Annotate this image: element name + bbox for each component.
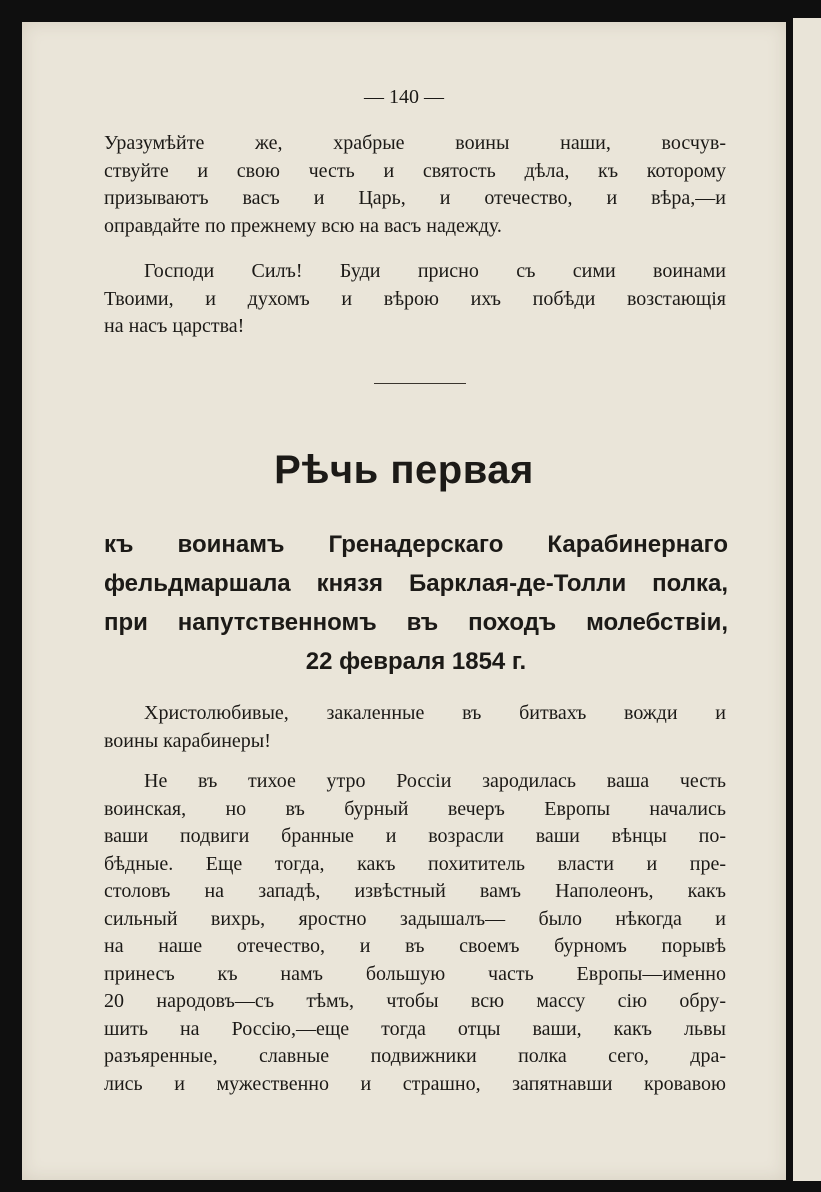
text-line: Уразумѣйте же, храбрые воины наши, восчув- [104, 132, 726, 154]
text-line: принесъ къ намъ большую часть Европы—именно [104, 962, 726, 985]
text-line: шить на Россію,—еще тогда отцы ваши, какъ львы [104, 1017, 726, 1040]
text-line: столовъ на западѣ, извѣстный вамъ Наполеонъ, какъ [104, 880, 726, 902]
paragraph-prayer [104, 258, 726, 341]
text-line: сильный вихрь, яростно задышалъ— было нѣкогда и [104, 907, 726, 930]
adjacent-page-edge [793, 18, 821, 1181]
text-line: Не въ тихое утро Россіи зародилась ваша честь [144, 770, 726, 792]
text-line: на наше отечество, и въ своемъ бурномъ порывѣ [104, 935, 726, 957]
text-line: оправдайте по прежнему всю на васъ надежду. [104, 214, 502, 237]
text-line: воинская, но въ бурный вечеръ Европы начались [104, 797, 726, 820]
speech-subtitle [104, 525, 728, 681]
subtitle-line: къ воинамъ Гренадерскаго Карабинернаго [104, 531, 728, 558]
paragraph-exhortation [104, 130, 726, 240]
text-line: воины карабинеры! [104, 729, 271, 752]
text-line: призываютъ васъ и Царь, и отечество, и вѣра,—и [104, 187, 726, 209]
page-number: — 140 — [364, 86, 444, 108]
text-line: ствуйте и свою честь и святость дѣла, къ которому [104, 159, 726, 182]
text-line: бѣдные. Еще тогда, какъ похититель власти и пре- [104, 852, 726, 875]
paragraph-history [104, 768, 726, 1098]
text-line: ваши подвиги бранные и возрасли ваши вѣнцы по- [104, 825, 726, 847]
text-line: Господи Силъ! Буди присно съ сими воинами [144, 260, 726, 282]
text-line: Христолюбивые, закаленные въ битвахъ вожди и [144, 702, 726, 724]
subtitle-line: при напутственномъ въ походъ молебствіи, [104, 609, 728, 636]
speech-title: Рѣчь первая [274, 448, 534, 492]
text-line: 20 народовъ—съ тѣмъ, чтобы всю массу сію обру- [104, 990, 726, 1012]
subtitle-line: 22 февраля 1854 г. [305, 648, 527, 675]
text-line: на насъ царства! [104, 315, 245, 337]
book-page [22, 22, 786, 1180]
subtitle-line: фельдмаршала князя Барклая-де-Толли полка, [104, 570, 728, 597]
text-line: Твоими, и духомъ и вѣрою ихъ побѣди возстающія [104, 287, 726, 310]
section-divider [374, 383, 466, 384]
text-line: разъяренные, славные подвижники полка сего, дра- [104, 1045, 726, 1067]
text-line: лись и мужественно и страшно, запятнавши кровавою [104, 1072, 726, 1095]
paragraph-address [104, 700, 726, 755]
